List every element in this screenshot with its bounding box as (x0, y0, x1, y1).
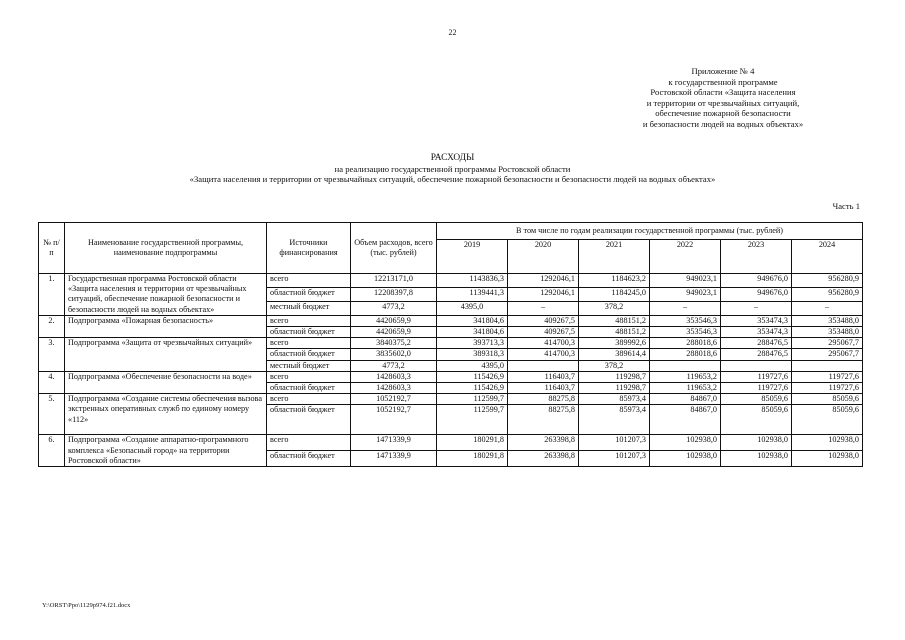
year-cell: 115426,9 (437, 383, 508, 394)
program-name: Подпрограмма «Пожарная безопасность» (65, 315, 267, 337)
total-cell: 1471339,9 (351, 435, 437, 451)
header-name: Наименование государственной программы, наименование подпрограммы (65, 223, 267, 274)
row-number: 5. (39, 394, 65, 435)
total-cell: 1428603,3 (351, 371, 437, 382)
header-years-group: В том числе по годам реализации государственной программы (тыс. рублей) (437, 223, 863, 240)
year-cell: 119727,6 (792, 371, 863, 382)
document-heading (0, 153, 905, 185)
row-number: 1. (39, 274, 65, 316)
year-cell: 119727,6 (792, 383, 863, 394)
funding-source: областной бюджет (267, 451, 351, 467)
year-cell: 288018,6 (650, 349, 721, 360)
year-cell: 341804,6 (437, 327, 508, 338)
expenses-table (38, 222, 863, 467)
year-cell: 353488,0 (792, 327, 863, 338)
year-cell: – (792, 301, 863, 315)
funding-source: областной бюджет (267, 287, 351, 301)
year-cell: 116403,7 (508, 383, 579, 394)
appendix-note (593, 66, 853, 130)
header-year: 2023 (721, 240, 792, 274)
year-cell: 88275,8 (508, 405, 579, 435)
funding-source: всего (267, 371, 351, 382)
year-cell: 956280,9 (792, 287, 863, 301)
table-row (39, 371, 863, 382)
year-cell: 85059,6 (792, 394, 863, 405)
year-cell: – (650, 301, 721, 315)
year-cell: 956280,9 (792, 274, 863, 288)
funding-source: областной бюджет (267, 405, 351, 435)
table-row (39, 315, 863, 326)
year-cell: 263398,8 (508, 451, 579, 467)
program-name: Подпрограмма «Защита от чрезвычайных ситуаций» (65, 338, 267, 372)
year-cell: 1139441,3 (437, 287, 508, 301)
year-cell: 119653,2 (650, 383, 721, 394)
total-cell: 4420659,9 (351, 315, 437, 326)
year-cell: 84867,0 (650, 405, 721, 435)
program-name: Подпрограмма «Создание системы обеспечения вызова экстренных оперативных служб по единому номеру «112» (65, 394, 267, 435)
year-cell: 949676,0 (721, 287, 792, 301)
document-title: РАСХОДЫ (430, 153, 475, 163)
appendix-line: к государственной программе (668, 76, 778, 87)
year-cell (721, 360, 792, 371)
row-number: 3. (39, 338, 65, 372)
appendix-line: обеспечение пожарной безопасности (655, 108, 791, 119)
header-year: 2020 (508, 240, 579, 274)
year-cell: 88275,8 (508, 394, 579, 405)
total-cell: 3840375,2 (351, 338, 437, 349)
year-cell: 288018,6 (650, 338, 721, 349)
year-cell: – (721, 301, 792, 315)
table-row (39, 274, 863, 288)
page-number: 22 (448, 28, 457, 37)
year-cell: 1143836,3 (437, 274, 508, 288)
year-cell: 353474,3 (721, 327, 792, 338)
year-cell: 353488,0 (792, 315, 863, 326)
year-cell: 119298,7 (579, 371, 650, 382)
funding-source: всего (267, 435, 351, 451)
header-year: 2021 (579, 240, 650, 274)
appendix-line: и безопасности людей на водных объектах» (642, 118, 804, 129)
year-cell: 288476,5 (721, 338, 792, 349)
year-cell: 949676,0 (721, 274, 792, 288)
header-year: 2024 (792, 240, 863, 274)
year-cell: 112599,7 (437, 394, 508, 405)
year-cell: 119727,6 (721, 383, 792, 394)
header-year: 2019 (437, 240, 508, 274)
year-cell: 102938,0 (650, 435, 721, 451)
year-cell: 409267,5 (508, 315, 579, 326)
year-cell: 389614,4 (579, 349, 650, 360)
year-cell: 84867,0 (650, 394, 721, 405)
year-cell: 102938,0 (792, 435, 863, 451)
funding-source: местный бюджет (267, 360, 351, 371)
year-cell: – (508, 301, 579, 315)
funding-source: областной бюджет (267, 383, 351, 394)
header-year: 2022 (650, 240, 721, 274)
year-cell: 1292046,1 (508, 274, 579, 288)
year-cell: 414700,3 (508, 338, 579, 349)
total-cell: 1428603,3 (351, 383, 437, 394)
table-row (39, 338, 863, 349)
document-subtitle: «Защита населения и территории от чрезвычайных ситуаций, обеспечение пожарной безопасности и безопасности людей на водных объектах» (189, 174, 716, 185)
year-cell: 4395,0 (437, 360, 508, 371)
year-cell: 1292046,1 (508, 287, 579, 301)
file-path-footer: Y:\ORST\Ppo\1129p974.f21.docx (42, 602, 131, 609)
year-cell: 102938,0 (721, 451, 792, 467)
document-subtitle: на реализацию государственной программы Ростовской области (334, 163, 571, 174)
total-cell: 12208397,8 (351, 287, 437, 301)
total-cell: 1052192,7 (351, 405, 437, 435)
year-cell: 353474,3 (721, 315, 792, 326)
header-num: № п/п (39, 223, 65, 274)
year-cell: 101207,3 (579, 451, 650, 467)
funding-source: местный бюджет (267, 301, 351, 315)
year-cell: 85059,6 (792, 405, 863, 435)
year-cell: 488151,2 (579, 315, 650, 326)
funding-source: всего (267, 394, 351, 405)
part-label: Часть 1 (832, 201, 860, 211)
year-cell: 295067,7 (792, 349, 863, 360)
year-cell: 180291,8 (437, 435, 508, 451)
row-number: 6. (39, 435, 65, 467)
year-cell: 85059,6 (721, 394, 792, 405)
funding-source: всего (267, 338, 351, 349)
header-source: Источники финансирования (267, 223, 351, 274)
year-cell (792, 360, 863, 371)
total-cell: 4773,2 (351, 360, 437, 371)
year-cell: 393713,3 (437, 338, 508, 349)
year-cell: 85059,6 (721, 405, 792, 435)
appendix-line: и территории от чрезвычайных ситуаций, (646, 97, 800, 108)
year-cell: 180291,8 (437, 451, 508, 467)
year-cell: 409267,5 (508, 327, 579, 338)
total-cell: 1471339,9 (351, 451, 437, 467)
year-cell: 85973,4 (579, 394, 650, 405)
year-cell: 389992,6 (579, 338, 650, 349)
year-cell: 295067,7 (792, 338, 863, 349)
year-cell: 353546,3 (650, 327, 721, 338)
program-name: Подпрограмма «Создание аппаратно-программного комплекса «Безопасный город» на территории Ростовской области» (65, 435, 267, 467)
year-cell: 115426,9 (437, 371, 508, 382)
appendix-line: Приложение № 4 (691, 66, 755, 76)
table-row (39, 394, 863, 405)
total-cell: 12213171,0 (351, 274, 437, 288)
total-cell: 4773,2 (351, 301, 437, 315)
table-row (39, 435, 863, 451)
year-cell: 102938,0 (650, 451, 721, 467)
year-cell: 949023,1 (650, 274, 721, 288)
year-cell: 949023,1 (650, 287, 721, 301)
year-cell: 119653,2 (650, 371, 721, 382)
year-cell: 4395,0 (437, 301, 508, 315)
year-cell (650, 360, 721, 371)
funding-source: всего (267, 315, 351, 326)
row-number: 4. (39, 371, 65, 393)
total-cell: 3835602,0 (351, 349, 437, 360)
header-total: Объем расходов, всего (тыс. рублей) (351, 223, 437, 274)
year-cell: 119727,6 (721, 371, 792, 382)
year-cell: 116403,7 (508, 371, 579, 382)
total-cell: 1052192,7 (351, 394, 437, 405)
funding-source: областной бюджет (267, 349, 351, 360)
year-cell: 378,2 (579, 360, 650, 371)
funding-source: всего (267, 274, 351, 288)
total-cell: 4420659,9 (351, 327, 437, 338)
year-cell: 1184245,0 (579, 287, 650, 301)
year-cell: 102938,0 (792, 451, 863, 467)
year-cell (508, 360, 579, 371)
year-cell: 414700,3 (508, 349, 579, 360)
year-cell: 341804,6 (437, 315, 508, 326)
program-name: Подпрограмма «Обеспечение безопасности на воде» (65, 371, 267, 393)
year-cell: 101207,3 (579, 435, 650, 451)
year-cell: 112599,7 (437, 405, 508, 435)
funding-source: областной бюджет (267, 327, 351, 338)
program-name: Государственная программа Ростовской области «Защита населения и территории от чрезвычайных ситуаций, обеспечение пожарной безопасности и безопасности людей на водных объектах» (65, 274, 267, 316)
year-cell: 119298,7 (579, 383, 650, 394)
year-cell: 488151,2 (579, 327, 650, 338)
year-cell: 102938,0 (721, 435, 792, 451)
year-cell: 85973,4 (579, 405, 650, 435)
year-cell: 288476,5 (721, 349, 792, 360)
appendix-line: Ростовской области «Защита населения (650, 87, 796, 98)
year-cell: 389318,3 (437, 349, 508, 360)
year-cell: 263398,8 (508, 435, 579, 451)
year-cell: 1184623,2 (579, 274, 650, 288)
year-cell: 378,2 (579, 301, 650, 315)
year-cell: 353546,3 (650, 315, 721, 326)
row-number: 2. (39, 315, 65, 337)
